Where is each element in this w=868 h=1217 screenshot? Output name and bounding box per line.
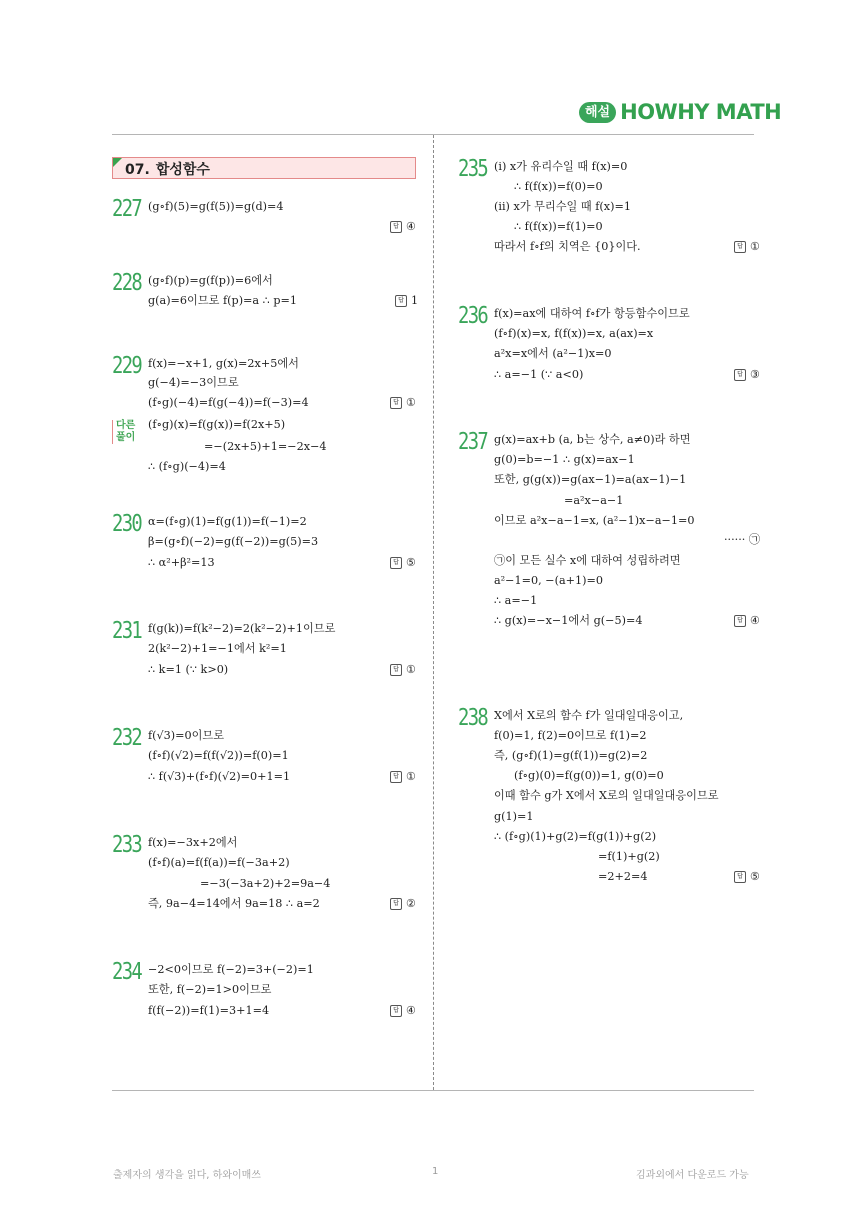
answer-icon: 답 — [390, 1005, 402, 1017]
brand-logo — [579, 100, 781, 124]
answer-icon: 답 — [390, 557, 402, 569]
answer: 답 ④ — [390, 1004, 416, 1017]
solution-line: (ii) x가 무리수일 때 f(x)=1 — [494, 200, 631, 213]
equation-marker: ······ ㉠ — [724, 533, 761, 546]
solution-line: 이므로 a²x−a−1=x, (a²−1)x−a−1=0 — [494, 514, 695, 527]
problem-number: 236 — [458, 303, 488, 329]
solution-line: =−3(−3a+2)+2=9a−4 — [200, 877, 331, 890]
solution-line: f(x)=−x+1, g(x)=2x+5에서 — [148, 357, 299, 370]
corner-triangle-icon — [113, 158, 122, 167]
answer: 답 ① — [390, 663, 416, 676]
solution-line: ∴ f(√3)+(f∘f)(√2)=0+1=1 — [148, 770, 291, 783]
alternative-solution-label: 다른 풀이 — [112, 420, 142, 444]
solution-line: ∴ a=−1 — [494, 594, 538, 607]
solution-line: 따라서 f∘f의 치역은 {0}이다. — [494, 240, 641, 253]
solution-line: g(a)=6이므로 f(p)=a ∴ p=1 — [148, 294, 297, 307]
answer: 답 ④ — [734, 614, 760, 627]
solution-line: ∴ k=1 (∵ k>0) — [148, 663, 229, 676]
solution-line: f(√3)=0이므로 — [148, 729, 225, 742]
solution-line: g(1)=1 — [494, 810, 534, 823]
page-number: 1 — [432, 1166, 439, 1177]
problem-number: 232 — [112, 725, 142, 751]
answer: 답 ① — [734, 240, 760, 253]
solution-line: (f∘f)(√2)=f(f(√2))=f(0)=1 — [148, 749, 289, 762]
answer-icon: 답 — [395, 295, 407, 307]
answer-icon: 답 — [390, 771, 402, 783]
logo-badge: 해설 — [579, 102, 616, 123]
solution-line: =−(2x+5)+1=−2x−4 — [204, 440, 327, 453]
solution-line: ∴ f(f(x))=f(1)=0 — [514, 220, 603, 233]
solution-line: 즉, 9a−4=14에서 9a=18 ∴ a=2 — [148, 897, 320, 910]
solution-line: f(x)=ax에 대하여 f∘f가 항등함수이므로 — [494, 307, 690, 320]
solution-line: g(−4)=−3이므로 — [148, 376, 239, 389]
answer: 답 ④ — [390, 220, 416, 233]
solution-line: f(g(k))=f(k²−2)=2(k²−2)+1이므로 — [148, 622, 336, 635]
solution-line: a²−1=0, −(a+1)=0 — [494, 574, 604, 587]
solution-line: f(x)=−3x+2에서 — [148, 836, 238, 849]
solution-line: (f∘g)(0)=f(g(0))=1, g(0)=0 — [514, 769, 664, 782]
solution-line: ∴ (f∘g)(−4)=4 — [148, 460, 226, 473]
solution-line: β=(g∘f)(−2)=g(f(−2))=g(5)=3 — [148, 535, 319, 548]
footer-download-note: 김과외에서 다운로드 가능 — [636, 1170, 749, 1181]
problem-number: 231 — [112, 618, 142, 644]
solution-line: =f(1)+g(2) — [598, 850, 660, 863]
solution-line: f(f(−2))=f(1)=3+1=4 — [148, 1004, 270, 1017]
answer-icon: 답 — [390, 664, 402, 676]
answer: 답 ② — [390, 897, 416, 910]
answer-icon: 답 — [734, 615, 746, 627]
solution-line: ∴ α²+β²=13 — [148, 556, 215, 569]
solution-line: ∴ (f∘g)(1)+g(2)=f(g(1))+g(2) — [494, 830, 657, 843]
answer: 답 ① — [390, 770, 416, 783]
answer: 답 ① — [390, 396, 416, 409]
problem-number: 228 — [112, 270, 142, 296]
solution-line: g(x)=ax+b (a, b는 상수, a≠0)라 하면 — [494, 433, 691, 446]
solution-line: (f∘g)(x)=f(g(x))=f(2x+5) — [148, 418, 286, 431]
footer-tagline: 출제자의 생각을 읽다, 하와이매쓰 — [113, 1170, 261, 1181]
solution-line: −2<0이므로 f(−2)=3+(−2)=1 — [148, 963, 314, 976]
solution-line: α=(f∘g)(1)=f(g(1))=f(−1)=2 — [148, 515, 307, 528]
solution-line: g(0)=b=−1 ∴ g(x)=ax−1 — [494, 453, 635, 466]
solution-line: 2(k²−2)+1=−1에서 k²=1 — [148, 642, 287, 655]
solution-line: f(0)=1, f(2)=0이므로 f(1)=2 — [494, 729, 647, 742]
answer-icon: 답 — [390, 397, 402, 409]
solution-line: =2+2=4 — [598, 870, 648, 883]
solution-line: 이때 함수 g가 X에서 X로의 일대일대응이므로 — [494, 789, 719, 802]
solution-line: ∴ g(x)=−x−1에서 g(−5)=4 — [494, 614, 643, 627]
solution-line: ㉠이 모든 실수 x에 대하여 성립하려면 — [494, 554, 681, 567]
logo-text: HOWHY MATH — [620, 100, 782, 124]
problem-number: 227 — [112, 196, 142, 222]
solution-line: 즉, (g∘f)(1)=g(f(1))=g(2)=2 — [494, 749, 648, 762]
column-divider — [433, 135, 434, 1090]
solution-line: (g∘f)(p)=g(f(p))=6에서 — [148, 274, 273, 287]
problem-number: 229 — [112, 353, 142, 379]
answer: 답 ⑤ — [390, 556, 416, 569]
answer-icon: 답 — [734, 241, 746, 253]
solution-line: =a²x−a−1 — [564, 494, 624, 507]
solution-line: 또한, g(g(x))=g(ax−1)=a(ax−1)−1 — [494, 473, 687, 486]
answer: 답 ③ — [734, 368, 760, 381]
problem-number: 234 — [112, 959, 142, 985]
answer-icon: 답 — [390, 221, 402, 233]
solution-line: X에서 X로의 함수 f가 일대일대응이고, — [494, 709, 684, 722]
problem-number: 237 — [458, 429, 488, 455]
solution-line: ∴ a=−1 (∵ a<0) — [494, 368, 584, 381]
bottom-divider — [112, 1090, 754, 1091]
answer: 답 1 — [395, 294, 418, 307]
problem-number: 233 — [112, 832, 142, 858]
solution-line: ∴ f(f(x))=f(0)=0 — [514, 180, 603, 193]
section-title: 07. 합성함수 — [125, 162, 210, 178]
answer-icon: 답 — [390, 898, 402, 910]
answer: 답 ⑤ — [734, 870, 760, 883]
answer-icon: 답 — [734, 871, 746, 883]
section-header — [112, 157, 416, 179]
problem-number: 235 — [458, 156, 488, 182]
solution-line: (i) x가 유리수일 때 f(x)=0 — [494, 160, 628, 173]
problem-number: 238 — [458, 705, 488, 731]
solution-line: (f∘f)(a)=f(f(a))=f(−3a+2) — [148, 856, 290, 869]
solution-line: (f∘g)(−4)=f(g(−4))=f(−3)=4 — [148, 396, 309, 409]
answer-icon: 답 — [734, 369, 746, 381]
solution-line: (g∘f)(5)=g(f(5))=g(d)=4 — [148, 200, 284, 213]
solution-line: a²x=x에서 (a²−1)x=0 — [494, 347, 612, 360]
solution-line: 또한, f(−2)=1>0이므로 — [148, 983, 272, 996]
solution-line: (f∘f)(x)=x, f(f(x))=x, a(ax)=x — [494, 327, 654, 340]
problem-number: 230 — [112, 511, 142, 537]
